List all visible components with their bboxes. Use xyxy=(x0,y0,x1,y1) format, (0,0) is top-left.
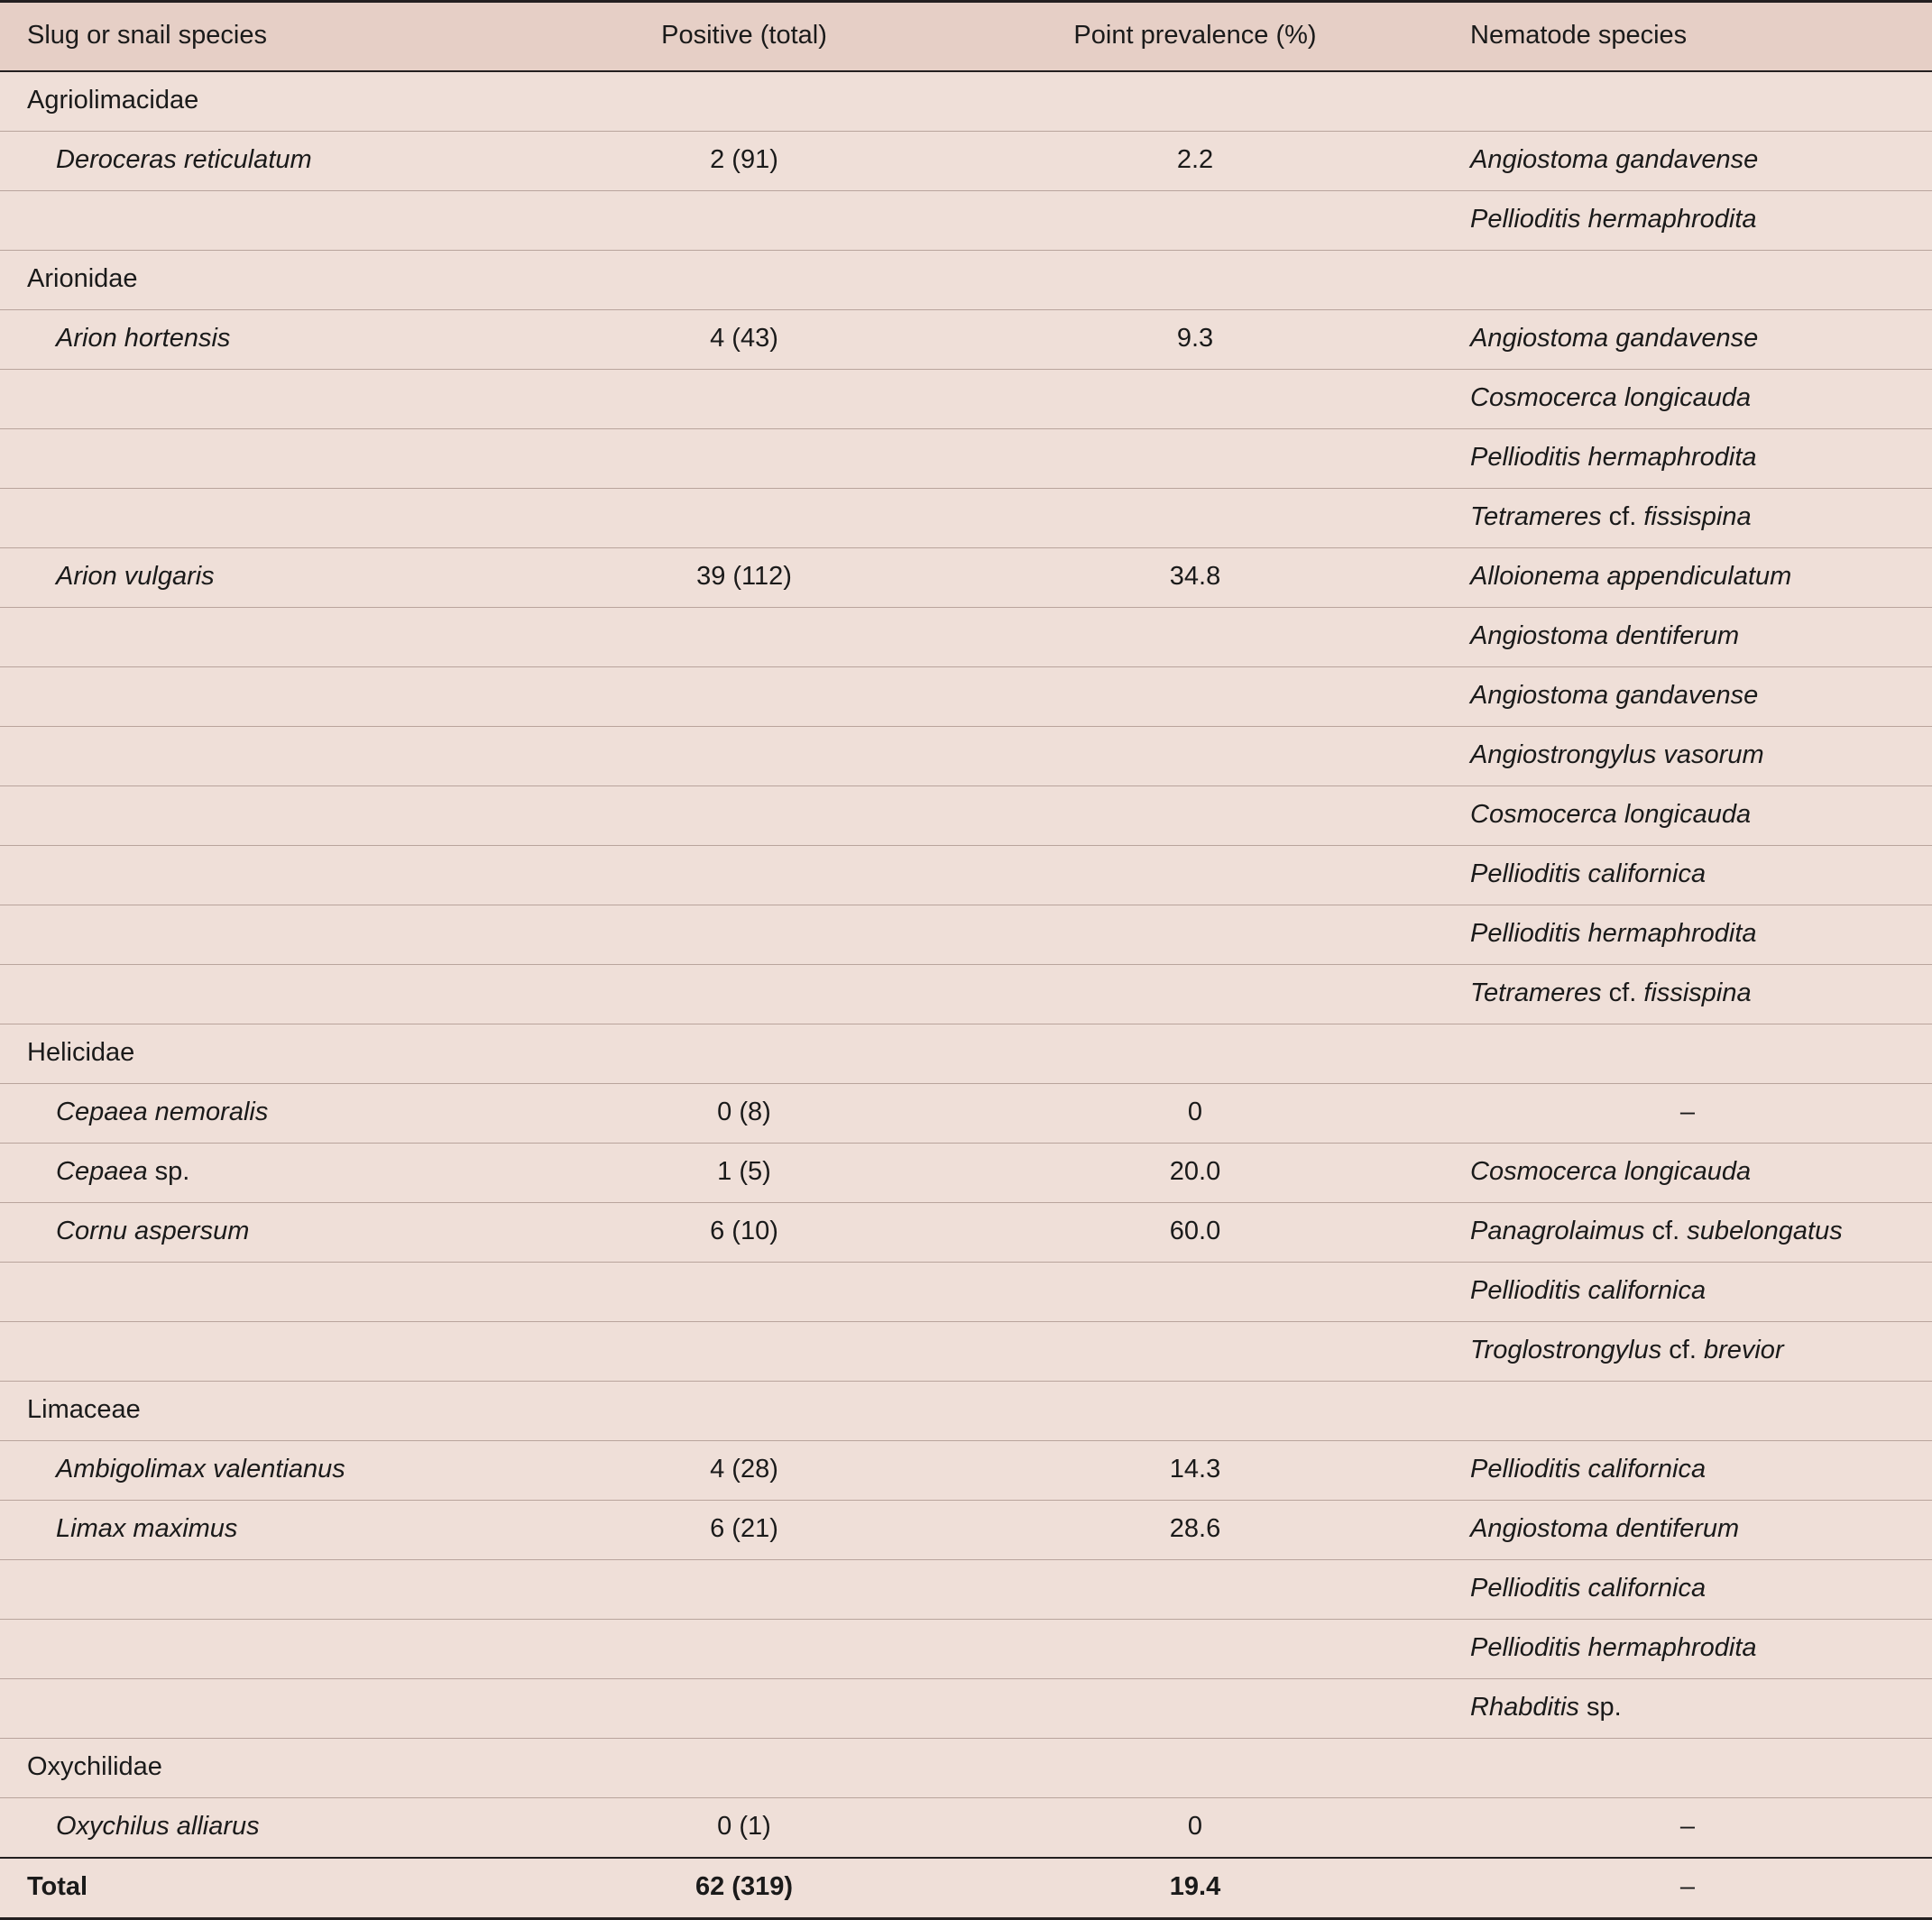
cell-species xyxy=(0,370,541,429)
table-row xyxy=(0,965,1932,1024)
cell-nematode-species: Pellioditis californica xyxy=(1443,1560,1932,1620)
cell-point-prevalence: 20.0 xyxy=(947,1144,1443,1203)
cell-positive-total xyxy=(541,905,947,965)
cell-positive-total: 2 (91) xyxy=(541,132,947,191)
cell-species xyxy=(0,429,541,489)
table-total-row xyxy=(0,1858,1932,1919)
nematode-genus: Tetrameres xyxy=(1470,978,1602,1007)
cell-species: Cepaea nemoralis xyxy=(0,1084,541,1144)
cell-positive-total: 62 (319) xyxy=(541,1858,947,1919)
cell-species xyxy=(0,905,541,965)
cell-species xyxy=(0,727,541,786)
cell-nematode-species: Pellioditis hermaphrodita xyxy=(1443,191,1932,251)
table-row xyxy=(0,310,1932,370)
cell-nematode-species: Pellioditis hermaphrodita xyxy=(1443,905,1932,965)
cell-nematode-none: – xyxy=(1443,1084,1932,1144)
cell-point-prevalence xyxy=(947,727,1443,786)
cell-point-prevalence xyxy=(947,1560,1443,1620)
column-header-prevalence: Point prevalence (%) xyxy=(947,2,1443,72)
cell-nematode-species xyxy=(1443,1322,1932,1382)
cell-point-prevalence xyxy=(947,608,1443,667)
table-row xyxy=(0,1798,1932,1859)
cell-positive-total xyxy=(541,727,947,786)
table-row xyxy=(0,846,1932,905)
cell-nematode-none: – xyxy=(1443,1798,1932,1859)
cell-species: Limax maximus xyxy=(0,1501,541,1560)
nematode-epithet: fissispina xyxy=(1643,978,1752,1007)
nematode-qualifier: cf. xyxy=(1644,1217,1688,1245)
cell-nematode-species xyxy=(1443,1203,1932,1263)
cell-nematode-species: Angiostoma dentiferum xyxy=(1443,1501,1932,1560)
cell-nematode-species: Pellioditis californica xyxy=(1443,846,1932,905)
table-row xyxy=(0,1263,1932,1322)
cell-positive-total xyxy=(541,1679,947,1739)
table-row xyxy=(0,727,1932,786)
cell-positive-total: 6 (10) xyxy=(541,1203,947,1263)
group-label: Oxychilidae xyxy=(0,1739,1932,1798)
cell-species: Ambigolimax valentianus xyxy=(0,1441,541,1501)
table-row xyxy=(0,667,1932,727)
cell-nematode-species: Pellioditis californica xyxy=(1443,1441,1932,1501)
cell-point-prevalence xyxy=(947,786,1443,846)
table-row xyxy=(0,429,1932,489)
column-header-nematode: Nematode species xyxy=(1443,2,1932,72)
column-header-positive: Positive (total) xyxy=(541,2,947,72)
cell-nematode-species xyxy=(1443,1679,1932,1739)
cell-point-prevalence: 28.6 xyxy=(947,1501,1443,1560)
cell-species xyxy=(0,191,541,251)
cell-nematode-species xyxy=(1443,965,1932,1024)
table-row xyxy=(0,489,1932,548)
cell-point-prevalence xyxy=(947,667,1443,727)
cell-positive-total xyxy=(541,608,947,667)
cell-point-prevalence: 2.2 xyxy=(947,132,1443,191)
table-row xyxy=(0,1441,1932,1501)
cell-species xyxy=(0,1679,541,1739)
cell-positive-total: 0 (1) xyxy=(541,1798,947,1859)
cell-nematode-species xyxy=(1443,489,1932,548)
table-group-row xyxy=(0,1739,1932,1798)
cell-nematode-species: Angiostoma dentiferum xyxy=(1443,608,1932,667)
nematode-epithet: brevior xyxy=(1703,1336,1784,1364)
table-row xyxy=(0,1560,1932,1620)
cell-nematode-species: Cosmocerca longicauda xyxy=(1443,370,1932,429)
cell-point-prevalence: 9.3 xyxy=(947,310,1443,370)
cell-species: Cornu aspersum xyxy=(0,1203,541,1263)
cell-species: Arion vulgaris xyxy=(0,548,541,608)
cell-point-prevalence: 0 xyxy=(947,1084,1443,1144)
table-row xyxy=(0,1620,1932,1679)
table-group-row xyxy=(0,1382,1932,1441)
cell-positive-total xyxy=(541,1620,947,1679)
header-row xyxy=(0,2,1932,72)
table-row xyxy=(0,905,1932,965)
cell-point-prevalence xyxy=(947,489,1443,548)
table-group-row xyxy=(0,71,1932,132)
cell-positive-total xyxy=(541,429,947,489)
table-row xyxy=(0,548,1932,608)
cell-species: Deroceras reticulatum xyxy=(0,132,541,191)
cell-positive-total xyxy=(541,191,947,251)
cell-point-prevalence: 0 xyxy=(947,1798,1443,1859)
cell-point-prevalence xyxy=(947,429,1443,489)
cell-nematode-species: Angiostoma gandavense xyxy=(1443,132,1932,191)
cell-point-prevalence xyxy=(947,965,1443,1024)
nematode-genus: Troglostrongylus xyxy=(1470,1336,1662,1364)
nematode-qualifier: cf. xyxy=(1601,502,1644,531)
cell-species: Total xyxy=(0,1858,541,1919)
nematode-qualifier: cf. xyxy=(1661,1336,1704,1364)
table-row xyxy=(0,1322,1932,1382)
table-row xyxy=(0,608,1932,667)
nematode-genus: Rhabditis xyxy=(1470,1693,1579,1722)
cell-species xyxy=(0,608,541,667)
nematode-epithet: subelongatus xyxy=(1687,1217,1843,1245)
cell-positive-total xyxy=(541,1560,947,1620)
cell-point-prevalence: 19.4 xyxy=(947,1858,1443,1919)
cell-species xyxy=(0,965,541,1024)
cell-point-prevalence xyxy=(947,1263,1443,1322)
cell-positive-total xyxy=(541,370,947,429)
cell-species: Arion hortensis xyxy=(0,310,541,370)
cell-positive-total xyxy=(541,489,947,548)
cell-species xyxy=(0,1620,541,1679)
cell-nematode-species: Pellioditis hermaphrodita xyxy=(1443,429,1932,489)
cell-nematode-species: Angiostoma gandavense xyxy=(1443,310,1932,370)
cell-positive-total xyxy=(541,965,947,1024)
nematode-qualifier: cf. xyxy=(1601,978,1644,1007)
cell-point-prevalence xyxy=(947,1620,1443,1679)
cell-positive-total xyxy=(541,1322,947,1382)
table-row xyxy=(0,1203,1932,1263)
table-row xyxy=(0,786,1932,846)
cell-positive-total: 4 (43) xyxy=(541,310,947,370)
species-genus: Cepaea xyxy=(56,1157,148,1186)
cell-positive-total xyxy=(541,786,947,846)
cell-point-prevalence xyxy=(947,846,1443,905)
cell-nematode-species: Angiostrongylus vasorum xyxy=(1443,727,1932,786)
table-row xyxy=(0,132,1932,191)
cell-nematode-species: Alloionema appendiculatum xyxy=(1443,548,1932,608)
table-row xyxy=(0,191,1932,251)
cell-species xyxy=(0,1322,541,1382)
cell-positive-total: 6 (21) xyxy=(541,1501,947,1560)
cell-positive-total xyxy=(541,846,947,905)
cell-nematode-species: Pellioditis hermaphrodita xyxy=(1443,1620,1932,1679)
table-row xyxy=(0,1144,1932,1203)
cell-point-prevalence xyxy=(947,905,1443,965)
cell-nematode-species: Cosmocerca longicauda xyxy=(1443,786,1932,846)
cell-positive-total: 1 (5) xyxy=(541,1144,947,1203)
cell-nematode-species: Cosmocerca longicauda xyxy=(1443,1144,1932,1203)
table-group-row xyxy=(0,251,1932,310)
cell-point-prevalence xyxy=(947,1322,1443,1382)
group-label: Arionidae xyxy=(0,251,1932,310)
cell-species xyxy=(0,667,541,727)
cell-positive-total: 39 (112) xyxy=(541,548,947,608)
cell-species xyxy=(0,786,541,846)
table-row xyxy=(0,1084,1932,1144)
table-row xyxy=(0,1501,1932,1560)
cell-point-prevalence xyxy=(947,191,1443,251)
nematode-genus: Panagrolaimus xyxy=(1470,1217,1645,1245)
nematode-qualifier: sp. xyxy=(1578,1693,1622,1722)
cell-species xyxy=(0,1560,541,1620)
cell-nematode-none: – xyxy=(1443,1858,1932,1919)
cell-point-prevalence: 34.8 xyxy=(947,548,1443,608)
cell-positive-total: 0 (8) xyxy=(541,1084,947,1144)
cell-positive-total xyxy=(541,1263,947,1322)
cell-nematode-species: Angiostoma gandavense xyxy=(1443,667,1932,727)
species-qualifier: sp. xyxy=(147,1157,190,1186)
table-row xyxy=(0,1679,1932,1739)
cell-species xyxy=(0,1144,541,1203)
cell-species xyxy=(0,1263,541,1322)
group-label: Limaceae xyxy=(0,1382,1932,1441)
cell-point-prevalence xyxy=(947,1679,1443,1739)
table-group-row xyxy=(0,1024,1932,1084)
table-header xyxy=(0,2,1932,72)
nematode-genus: Tetrameres xyxy=(1470,502,1602,531)
nematode-epithet: fissispina xyxy=(1643,502,1752,531)
group-label: Helicidae xyxy=(0,1024,1932,1084)
cell-species: Oxychilus alliarus xyxy=(0,1798,541,1859)
group-label: Agriolimacidae xyxy=(0,71,1932,132)
cell-point-prevalence xyxy=(947,370,1443,429)
cell-species xyxy=(0,846,541,905)
cell-point-prevalence: 60.0 xyxy=(947,1203,1443,1263)
cell-positive-total xyxy=(541,667,947,727)
cell-point-prevalence: 14.3 xyxy=(947,1441,1443,1501)
table-body xyxy=(0,71,1932,1919)
cell-species xyxy=(0,489,541,548)
table-row xyxy=(0,370,1932,429)
column-header-species: Slug or snail species xyxy=(0,2,541,72)
cell-nematode-species: Pellioditis californica xyxy=(1443,1263,1932,1322)
cell-positive-total: 4 (28) xyxy=(541,1441,947,1501)
